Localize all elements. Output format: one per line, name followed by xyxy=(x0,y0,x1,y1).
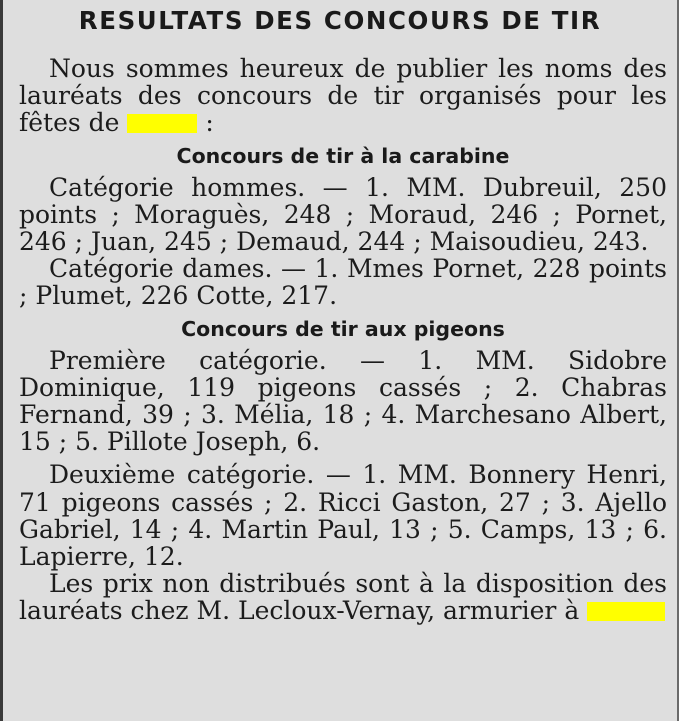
section-heading-carabine: Concours de tir à la carabine xyxy=(176,143,510,168)
category-dames-paragraph: Catégorie dames. — 1. Mmes Pornet, 228 points ; Plumet, 226 Cotte, 217. xyxy=(19,254,667,311)
deuxieme-categorie-paragraph: Deuxième catégorie. — 1. MM. Bonnery Henri, 71 pigeons cassés ; 2. Ricci Gaston, 27 ; 3. Ajello Gabriel, 14 ; 4. Martin Paul, 13 ; 5. Camps, 13 ; 6. Lapierre, 12. xyxy=(19,460,667,572)
intro-text: Nous sommes heureux de publier les noms des lauréats des concours de tir organisés pour les fêtes de xyxy=(19,54,667,138)
redaction-mark-2 xyxy=(587,602,665,621)
category-hommes-paragraph: Catégorie hommes. — 1. MM. Dubreuil, 250 points ; Moraguès, 248 ; Moraud, 246 ; Pornet, 246 ; Juan, 245 ; Demaud, 244 ; Maisoudieu, 243. xyxy=(19,172,667,257)
redaction-mark xyxy=(127,114,197,133)
intro-colon: : xyxy=(205,108,214,138)
article-body xyxy=(19,55,667,625)
article-title: RESULTATS DES CONCOURS DE TIR xyxy=(78,6,602,35)
section-heading-pigeons: Concours de tir aux pigeons xyxy=(181,316,505,341)
premiere-categorie-paragraph: Première catégorie. — 1. MM. Sidobre Dominique, 119 pigeons cassés ; 2. Chabras Fernand, 39 ; 3. Mélia, 18 ; 4. Marchesano Albert, 15 ; 5. Pillote Joseph, 6. xyxy=(19,345,667,457)
intro-paragraph xyxy=(19,55,667,137)
closing-text: Les prix non distribués sont à la disposition des lauréats chez M. Lecloux-Vernay, armurier à xyxy=(19,569,667,626)
closing-paragraph xyxy=(19,570,667,624)
